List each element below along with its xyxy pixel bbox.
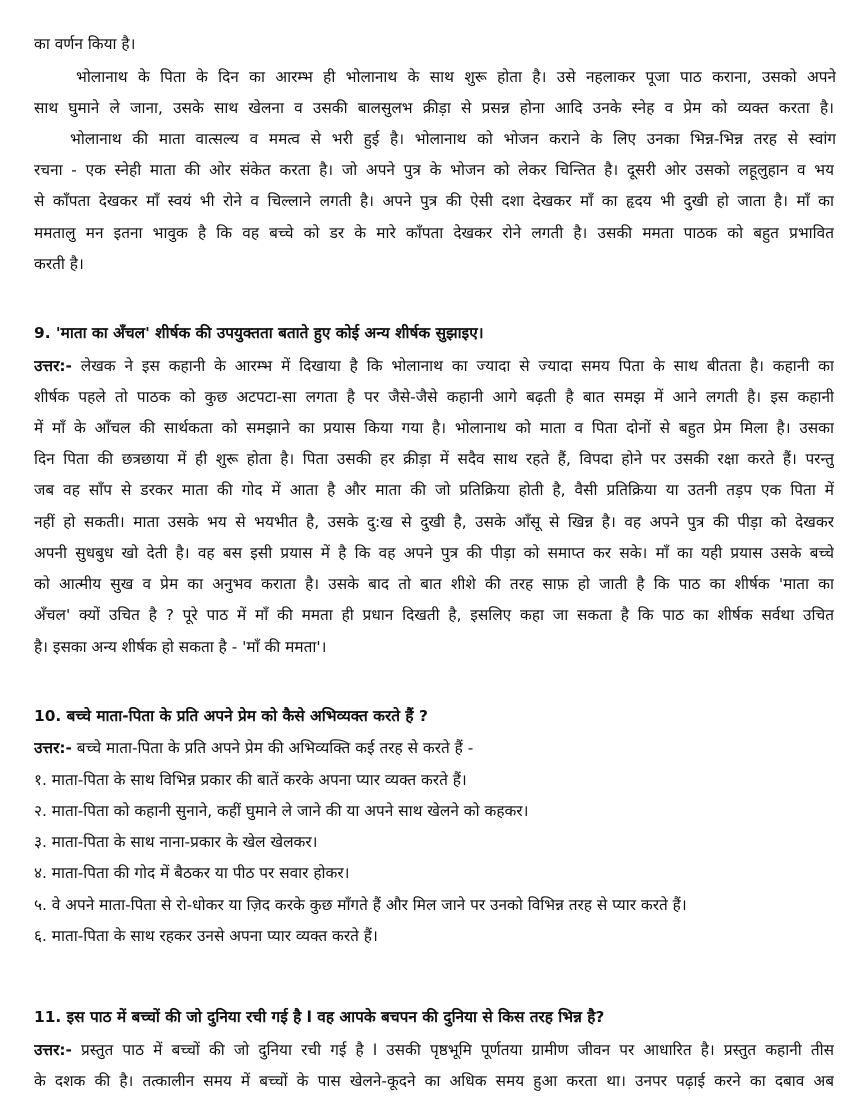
mother-para-line: भोलानाथ की माता वात्सल्य व ममत्व से भरी हुई है। भोलानाथ को भोजन कराने के लिए उनका भिन्न-भिन्न तरह से स्वांग (70, 130, 836, 148)
question-9-answer-line: दिन पिता की छत्रछाया में ही शुरू होता है। पिता उसकी हर क्रीड़ा में सदैव साथ रहते हैं, विपदा होने पर उसकी रक्षा करते हैं। परन्तु (34, 450, 834, 468)
question-10-point: १. माता-पिता के साथ विभिन्न प्रकार की बातें करके अपना प्यार व्यक्त करते हैं। (34, 771, 467, 789)
question-9-answer-line: अँचल' क्यों उचित है ? पूरे पाठ में माँ की ममता ही प्रधान दिखती है, इसलिए कहा जा सकता है कि पाठ का शीर्षक सर्वथा उचित (34, 606, 834, 624)
mother-para-line: से काँपता देखकर माँ स्वयं भी रोने व चिल्लाने लगती है। अपने पुत्र की ऐसी दशा देखकर माँ का हृदय भी दुखी हो जाता है। माँ का (34, 192, 834, 210)
question-9-answer-line: में माँ के आँचल की सार्थकता को समझाने का प्रयास किया गया है। भोलानाथ को माता व पिता दोनों से बहुत प्रेम मिला है। उसका (34, 419, 834, 437)
question-9-answer-line: नहीं हो सकती। माता उसके भय से भयभीत है, उसके दु:ख से दुखी है, उसके आँसू से खिन्न है। वह अपने पुत्र की पीड़ा को देखकर (34, 513, 834, 531)
father-para-line: साथ घुमाने ले जाना, उसके साथ खेलना व उसकी बालसुलभ क्रीड़ा से प्रसन्न होना आदि उनके स्नेह व प्रेम को व्यक्त करता है। (34, 99, 834, 117)
question-10-point: ३. माता-पिता के साथ नाना-प्रकार के खेल खेलकर। (34, 833, 318, 851)
question-10-point: ४. माता-पिता की गोद में बैठकर या पीठ पर सवार होकर। (34, 864, 350, 882)
question-9-answer-line: जब वह साँप से डरकर माता की गोद में आता है और माता की जो प्रतिक्रिया होती है, वैसी प्रतिक्रिया या उतनी तड़प एक पिता में (34, 481, 834, 499)
question-10-heading: 10. बच्चे माता-पिता के प्रति अपने प्रेम को कैसे अभिव्यक्त करते हैं ? (34, 707, 428, 725)
mother-para-line: करती है। (34, 255, 84, 273)
mother-para-line: ममतालु मन इतना भावुक है कि वह बच्चे को डर के मारे काँपता देखकर रोने लगती है। उसकी ममता पाठक को बहुत प्रभावित (34, 224, 834, 242)
question-9-answer-line: है। इसका अन्य शीर्षक हो सकता है - 'माँ की ममता'। (34, 638, 327, 656)
answer-text: लेखक ने इस कहानी के आरम्भ में दिखाया है कि भोलानाथ का ज्यादा से ज्यादा समय पिता के साथ बीतता है। कहानी का (71, 357, 834, 375)
question-9-answer-line: शीर्षक पहले तो पाठक को कुछ अटपटा-सा लगता है पर जैसे-जैसे कहानी आगे बढ़ती है बात समझ में आने लगती है। इस कहानी (34, 388, 834, 406)
question-10-point: ६. माता-पिता के साथ रहकर उनसे अपना प्यार व्यक्त करते हैं। (34, 927, 378, 945)
father-para-line: भोलानाथ के पिता के दिन का आरम्भ ही भोलानाथ के साथ शुरू होता है। उसे नहलाकर पूजा पाठ कराना, उसको अपने (76, 68, 836, 86)
question-10-point: ५. वे अपने माता-पिता से रो-धोकर या ज़िद करके कुछ माँगते हैं और मिल जाने पर उनको विभिन्न तरह से प्यार करते हैं। (34, 896, 687, 914)
answer-text: प्रस्तुत पाठ में बच्चों की जो दुनिया रची गई है l उसकी पृष्ठभूमि पूर्णतया ग्रामीण जीवन पर आधारित है। प्रस्तुत कहानी तीस (71, 1041, 834, 1059)
question-9-answer-line: अपनी सुधबुध खो देती है। वह बस इसी प्रयास में है कि वह अपने पुत्र की पीड़ा को समाप्त कर सके। माँ का यही प्रयास उसके बच्चे (34, 544, 834, 562)
question-9-answer-line: को आत्मीय सुख व प्रेम का अनुभव कराता है। उसके बाद तो बात शीशे की तरह साफ़ हो जाती है कि पाठ का शीर्षक 'माता का (34, 575, 834, 593)
question-9-answer-line (34, 351, 834, 381)
answer-label: उत्तर:- (34, 357, 72, 375)
question-10-point: २. माता-पिता को कहानी सुनाने, कहीं घुमाने ले जाने की या अपने साथ खेलने को कहकर। (34, 802, 529, 820)
intro-continuation: का वर्णन किया है। (34, 35, 136, 53)
answer-label: उत्तर:- (34, 739, 72, 757)
question-11-heading: 11. इस पाठ में बच्चों की जो दुनिया रची गई है l वह आपके बचपन की दुनिया से किस तरह भिन्न है? (34, 1008, 605, 1026)
answer-label: उत्तर:- (34, 1041, 72, 1059)
question-11-answer-line: के दशक की है। तत्कालीन समय में बच्चों के पास खेलने-कूदने का अधिक समय हुआ करता था। उनपर पढ़ाई करने का दबाव अब (34, 1072, 834, 1090)
mother-para-line: रचना - एक स्नेही माता की ओर संकेत करता है। जो अपने पुत्र के भोजन को लेकर चिन्तित है। दूसरी ओर उसको लहूलुहान व भय (34, 161, 834, 179)
question-10-answer-line (34, 733, 834, 763)
answer-text: बच्चे माता-पिता के प्रति अपने प्रेम की अभिव्यक्ति कई तरह से करते हैं - (71, 739, 474, 757)
question-11-answer-line (34, 1035, 834, 1065)
question-9-heading: 9. 'माता का अँचल' शीर्षक की उपयुक्तता बताते हुए कोई अन्य शीर्षक सुझाइए। (34, 324, 484, 342)
